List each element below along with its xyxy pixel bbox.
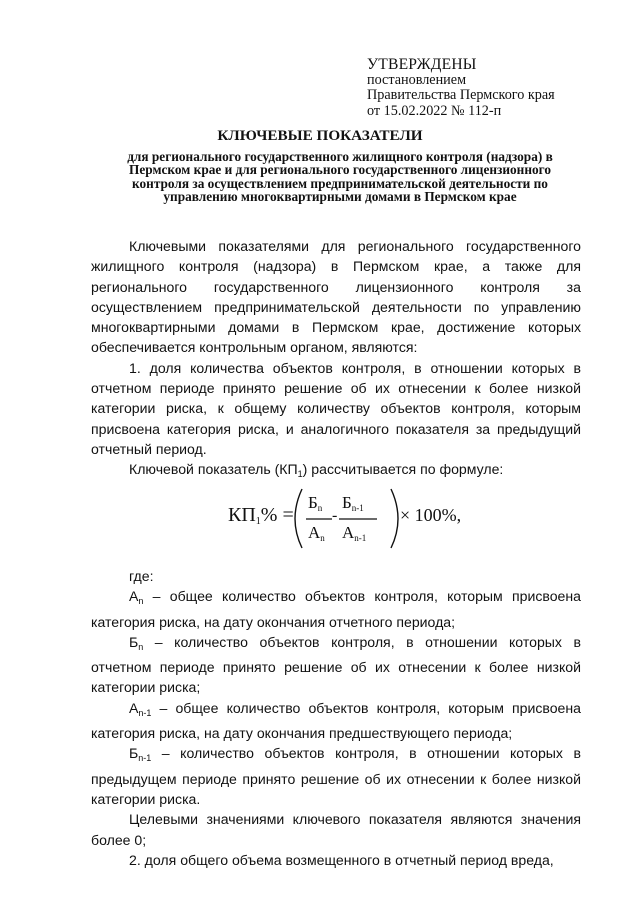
item-1-paragraph: 1. доля количества объектов контроля, в отношении которых в отчетном периоде принято решение об их отнесении к более низкой категории риска, к общему количеству объектов контроля, которым присвоена категория риска, и аналогичного показателя за предыдущий отчетный период. — [91, 359, 581, 457]
body-bottom — [91, 566, 581, 870]
formula-intro-text: ) рассчитывается по формуле: — [302, 461, 504, 478]
approval-stamp — [367, 57, 617, 119]
definition-a-n1: $А_{n-1}$ – общее количество объектов контроля, которым присвоена категория риска, на дату окончания предшествующего периода; — [91, 699, 581, 742]
definition-b-n1: $Б_{n-1}$ – количество объектов контроля, в отношении которых в предыдущем периоде принято решение об их отнесении к более низкой категории риска. — [91, 745, 581, 807]
formula-a-n: $А_n$ — [308, 523, 325, 543]
formula-multiplier: × 100%, — [400, 505, 462, 525]
formula-b-n: $Б_n$ — [308, 493, 323, 513]
item-2-paragraph: 2. доля общего объема возмещенного в отчетный период вреда, — [129, 851, 554, 868]
approval-line: от 15.02.2022 № 112-п — [367, 102, 502, 119]
formula-b-n1: $Б_{n-1}$ — [342, 493, 364, 513]
formula-minus: - — [332, 507, 338, 524]
definition-a-n: $А_n$ – общее количество объектов контроля, которым присвоена категория риска, на дату окончания отчетного периода; — [91, 588, 581, 630]
approval-line: Правительства Пермского края — [367, 87, 555, 103]
intro-paragraph: Ключевыми показателями для регионального государственного жилищного контроля (надзора) в Пермском крае, а также для регионального государственного лицензионного контроля за осуществлением предпринимательской деятельности по управлению многоквартирными домами в Пермском крае, достижение которых обеспечивается контрольным органом, являются: — [91, 238, 581, 356]
target-paragraph: Целевыми значениями ключевого показателя являются значения более 0; — [91, 811, 581, 848]
where-label: где: — [129, 568, 154, 584]
approval-line: постановлением — [367, 71, 467, 88]
document-title: КЛЮЧЕВЫЕ ПОКАЗАТЕЛИ — [217, 127, 423, 144]
definition-b-n: $Б_n$ – количество объектов контроля, в отношении которых в отчетном периоде принято решение об их отнесении к более низкой категории риска; — [91, 633, 581, 696]
formula-intro-sub: 1 — [297, 469, 303, 480]
document-subtitle: для регионального государственного жилищного контроля (надзора) в Пермском крае и для регионального государственного лицензионного контроля за осуществлением предпринимательской деятельности по управлению многоквартирными домами в Пермском крае — [127, 149, 553, 205]
formula-intro-paragraph — [91, 459, 581, 484]
approval-heading: УТВЕРЖДЕНЫ — [367, 56, 477, 73]
formula — [228, 484, 468, 554]
formula-a-n1: $А_{n-1}$ — [342, 523, 367, 543]
formula-lhs: $КП_1\%$ = — [228, 504, 294, 527]
formula-intro-text: Ключевой показатель (КП — [129, 461, 298, 478]
body-top — [91, 236, 581, 485]
